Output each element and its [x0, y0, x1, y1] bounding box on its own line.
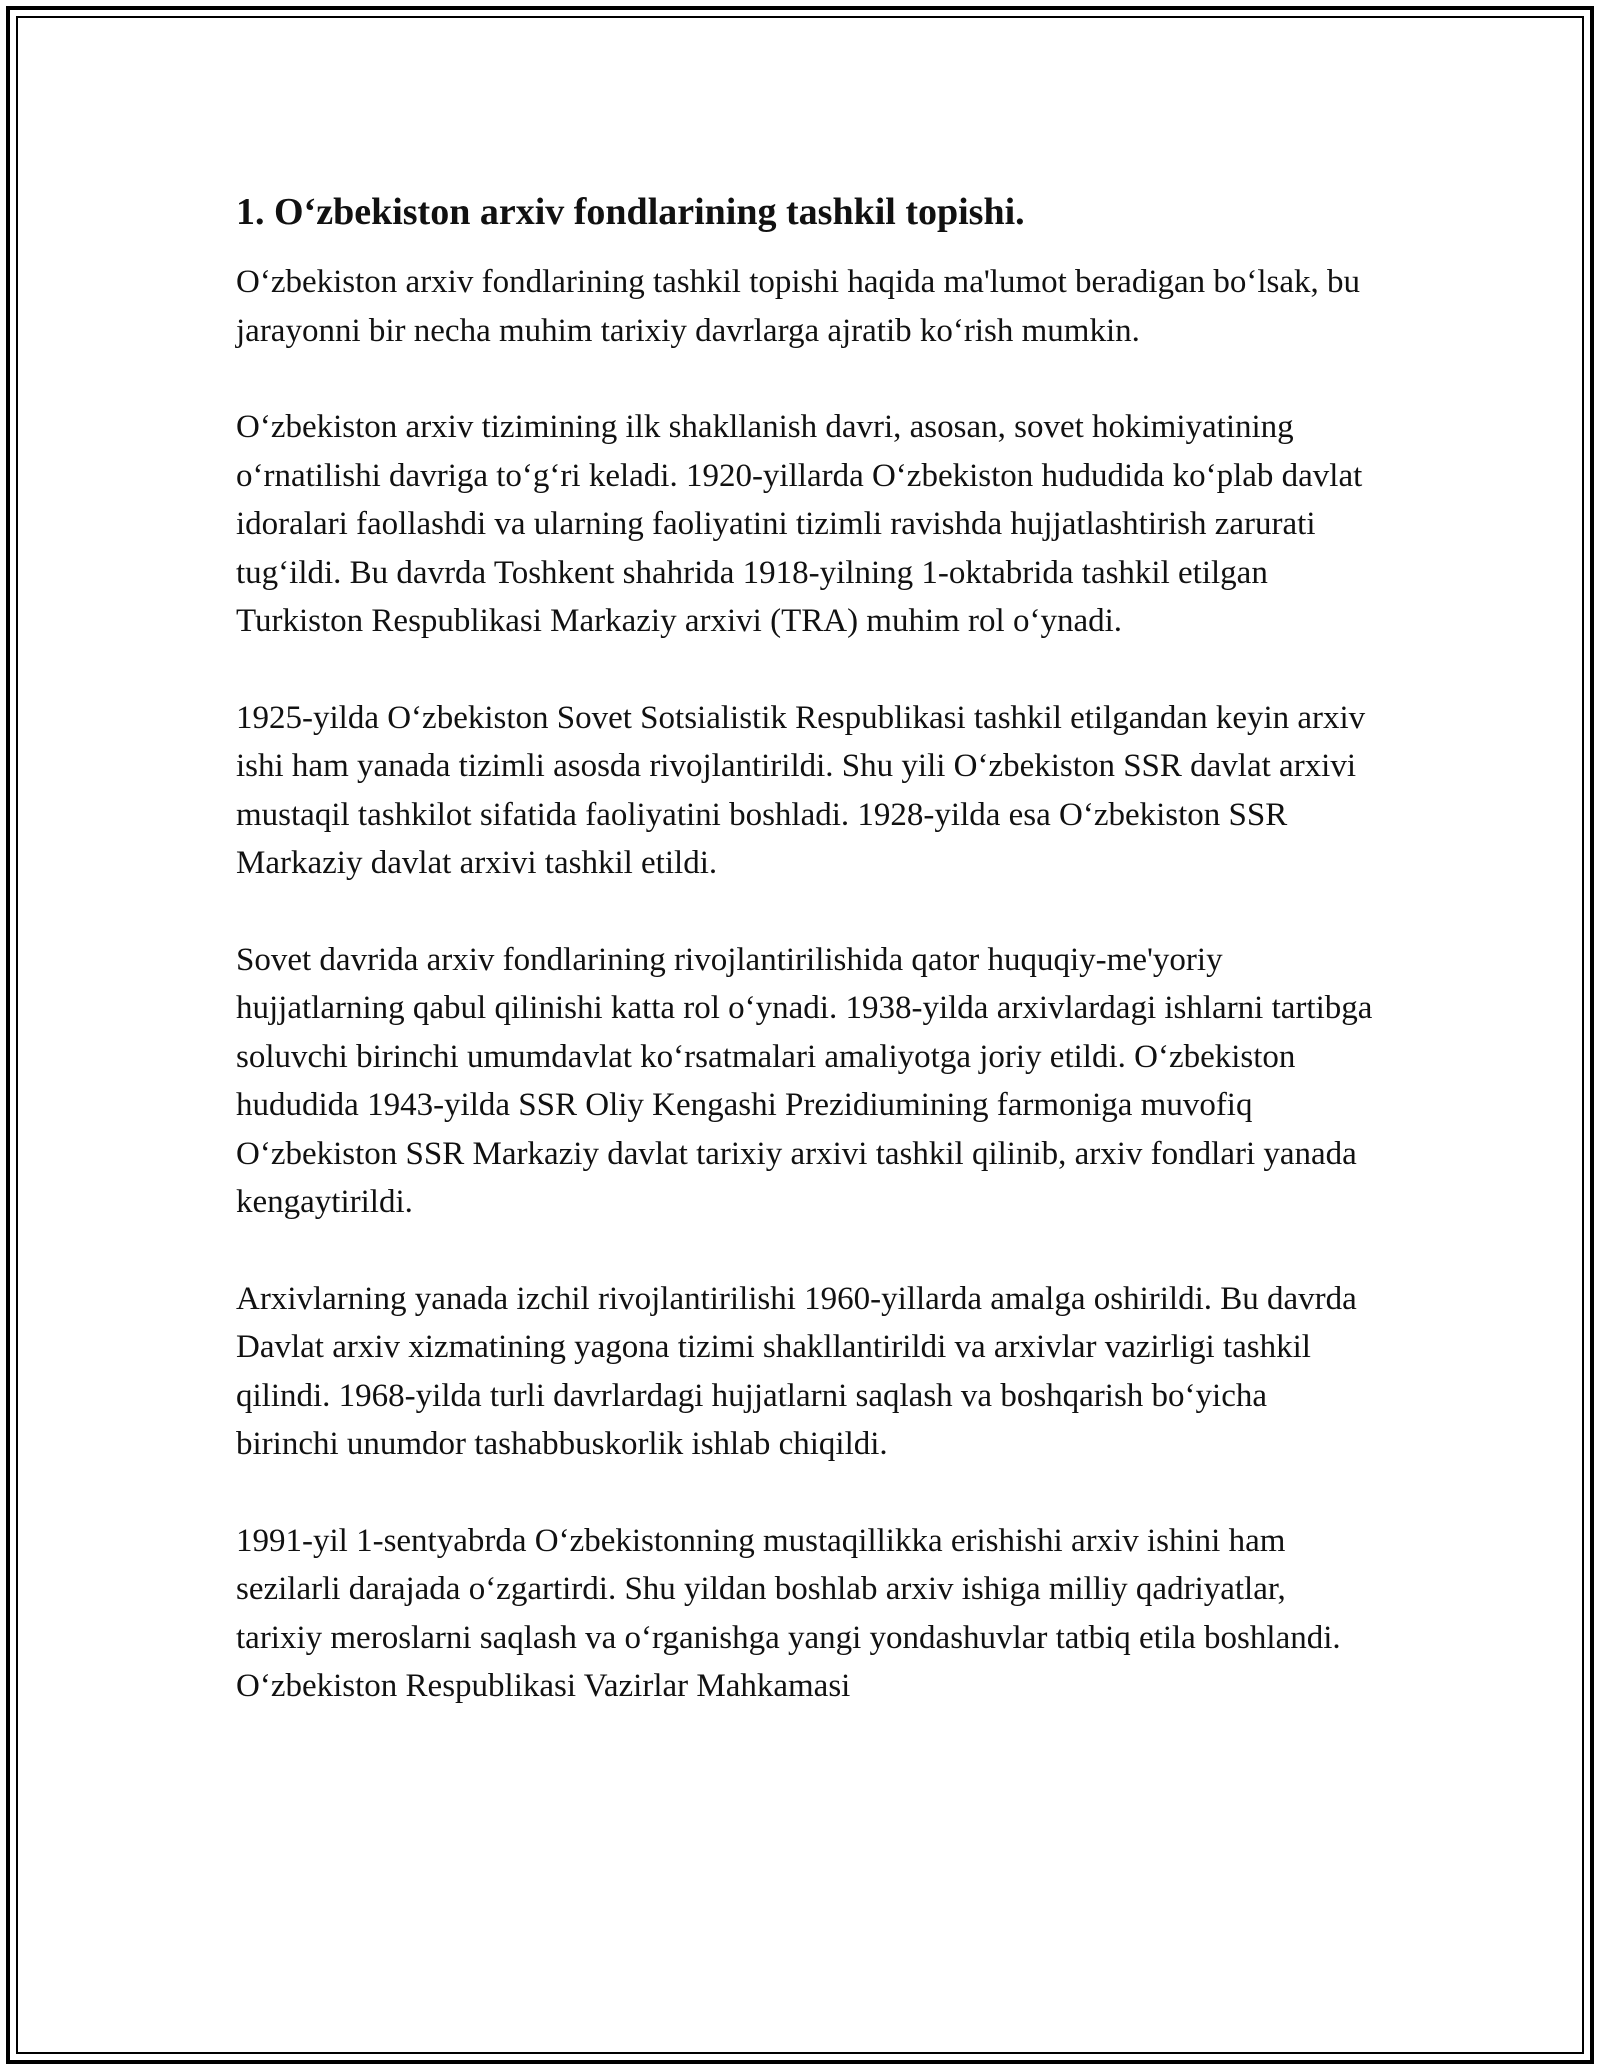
- paragraph-1960s: Arxivlarning yanada izchil rivojlantirilishi 1960-yillarda amalga oshirildi. Bu davrda Davlat arxiv xizmatining yagona tizimi shakllantirildi va arxivlar vazirligi tashkil qilindi. 1968-yilda turli davrlardagi hujjatlarni saqlash va boshqarish boʻyicha birinchi unumdor tashabbuskorlik ishlab chiqildi.: [236, 1280, 1357, 1462]
- paragraph-independence: 1991-yil 1-sentyabrda Oʻzbekistonning mustaqillikka erishishi arxiv ishini ham sezilarli darajada oʻzgartirdi. Shu yildan boshlab arxiv ishiga milliy qadriyatlar, tarixiy meroslarni saqlash va oʻrganishga yangi yondashuvlar tatbiq etila boshlandi. Oʻzbekiston Respublikasi Vazirlar Mahkamasi: [236, 1522, 1341, 1704]
- paragraph-intro: Oʻzbekiston arxiv fondlarining tashkil topishi haqida ma'lumot beradigan boʻlsak, bu jarayonni bir necha muhim tarixiy davrlarga ajratib koʻrish mumkin.: [236, 264, 1361, 349]
- paragraph-early-period: Oʻzbekiston arxiv tizimining ilk shakllanish davri, asosan, sovet hokimiyatining oʻrnatilishi davriga toʻgʻri keladi. 1920-yillarda Oʻzbekiston hududida koʻplab davlat idoralari faollashdi va ularning faoliyatini tizimli ravishda hujjatlashtirish zarurati tugʻildi. Bu davrda Toshkent shahrida 1918-yilning 1-oktabrida tashkil etilgan Turkiston Respublikasi Markaziy arxivi (TRA) muhim rol oʻynadi.: [236, 409, 1363, 639]
- paragraph-1925: 1925-yilda Oʻzbekiston Sovet Sotsialistik Respublikasi tashkil etilgandan keyin arxiv ishi ham yanada tizimli asosda rivojlantirildi. Shu yili Oʻzbekiston SSR davlat arxivi mustaqil tashkilot sifatida faoliyatini boshladi. 1928-yilda esa Oʻzbekiston SSR Markaziy davlat arxivi tashkil etildi.: [236, 699, 1366, 881]
- paragraph-soviet-period: Sovet davrida arxiv fondlarining rivojlantirilishida qator huquqiy-me'yoriy hujjatlarning qabul qilinishi katta rol oʻynadi. 1938-yilda arxivlardagi ishlarni tartibga soluvchi birinchi umumdavlat koʻrsatmalari amaliyotga joriy etildi. Oʻzbekiston hududida 1943-yilda SSR Oliy Kengashi Prezidiumining farmoniga muvofiq Oʻzbekiston SSR Markaziy davlat tarixiy arxivi tashkil qilinib, arxiv fondlari yanada kengaytirildi.: [236, 941, 1373, 1220]
- document-body: [236, 188, 1376, 1759]
- section-heading: 1. Oʻzbekiston arxiv fondlarining tashkil topishi.: [236, 191, 1025, 233]
